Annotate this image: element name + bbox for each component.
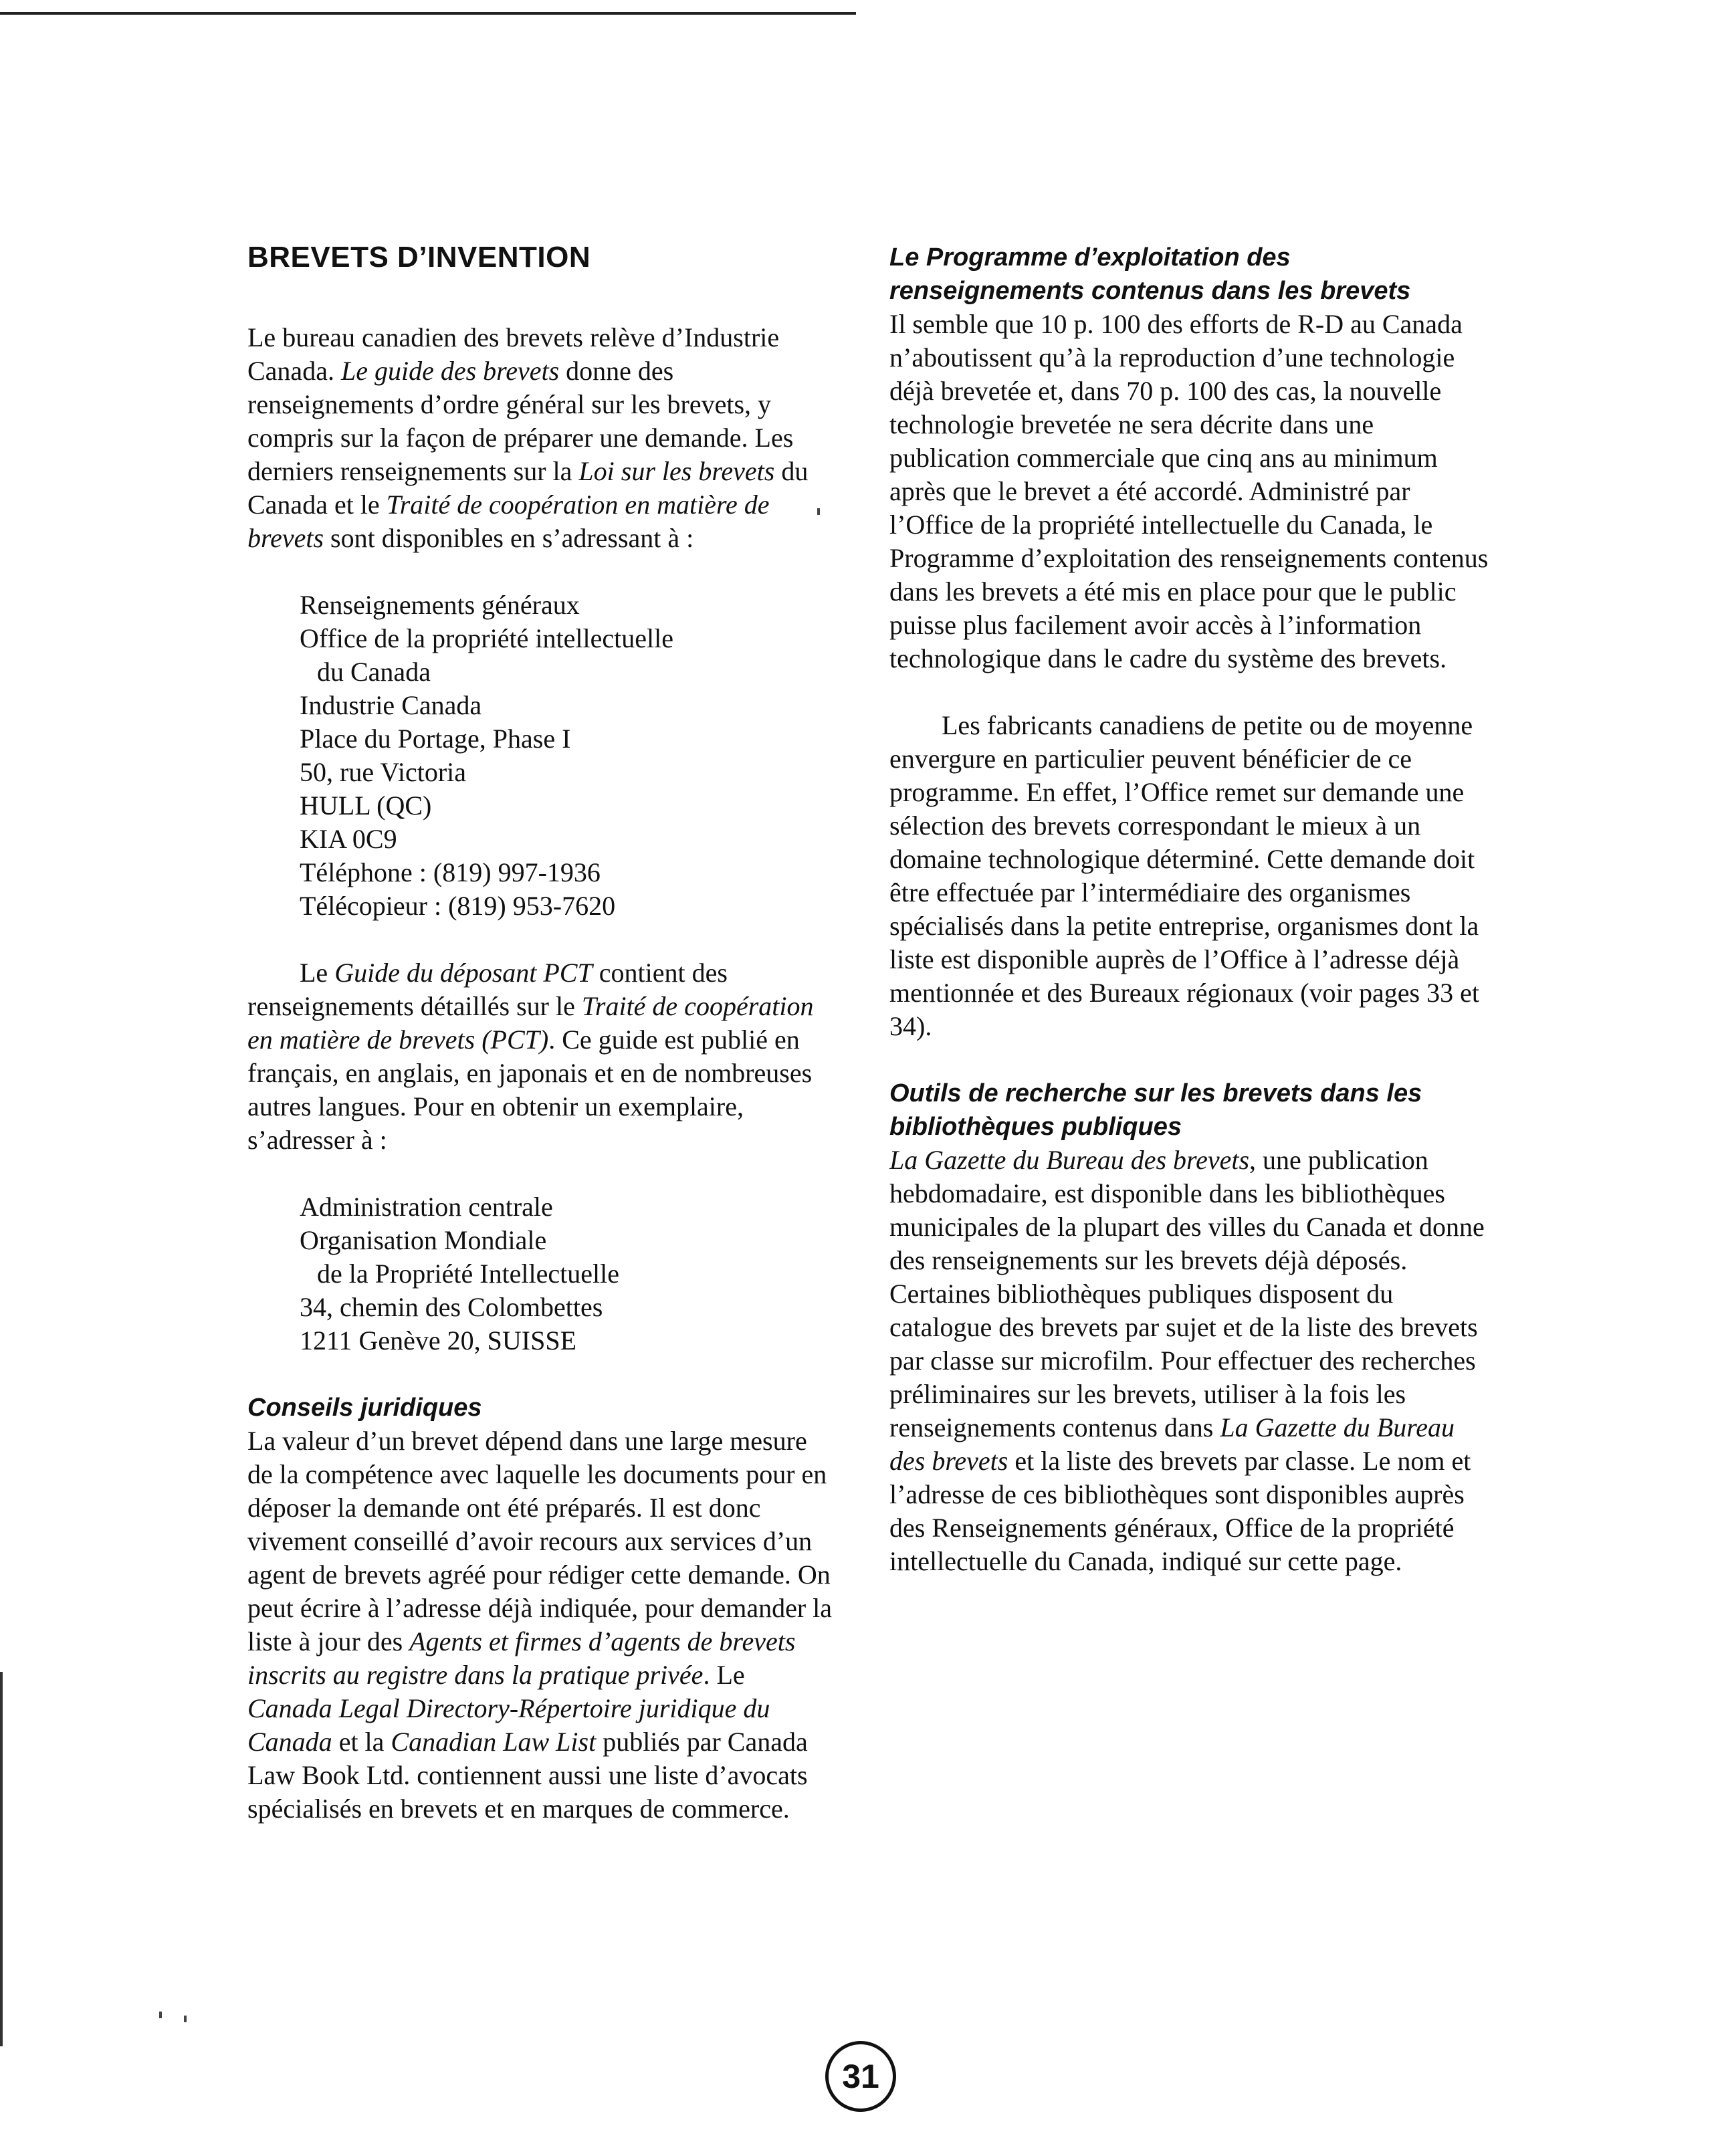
left-column [247,241,836,1826]
address-line: 1211 Genève 20, SUISSE [300,1325,577,1356]
italic-segment: Agents et firmes d’agents de brevets inscrits au registre dans la pratique privée [247,1626,796,1690]
program-heading: Le Programme d’exploitation des renseignements contenus dans les brevets [889,243,1411,305]
address-block-wipo [300,1190,836,1358]
page-title: BREVETS D’INVENTION [247,241,591,274]
intro-paragraph [247,321,836,555]
address-line: KIA 0C9 [300,824,397,854]
text-segment: sont disponibles en s’adressant à : [324,523,694,553]
address-line: HULL (QC) [300,790,432,821]
italic-segment: Loi sur les brevets [578,456,775,486]
italic-segment: Traité de coopération en matière de brevets [247,490,770,553]
text-segment: contient des renseignements détaillés sur le [247,958,728,1021]
tools-paragraph [889,1144,1491,1578]
italic-segment: Traité de coopération en matière de brevets (PCT) [247,991,814,1055]
legal-heading: Conseils juridiques [247,1394,482,1422]
italic-segment: Le guide des brevets [340,356,560,386]
text-segment: Le bureau canadien des brevets relève d’Industrie Canada. [247,322,780,386]
text-segment: et la [332,1727,391,1757]
italic-segment: Canadian Law List [391,1727,597,1757]
address-line: Office de la propriété intellectuelle [300,623,673,653]
program-paragraph-2 [889,709,1491,1043]
italic-segment: La Gazette du Bureau des brevets [889,1412,1455,1476]
scan-edge [0,1672,3,2046]
legal-paragraph [247,1424,836,1826]
italic-segment: Canada Legal Directory-Répertoire juridique du Canada [247,1693,770,1757]
address-line: Organisation Mondiale [300,1225,547,1255]
text-segment: Les fabricants canadiens de petite ou de moyenne envergure en particulier peuvent bénéficier de ce programme. En effet, l’Office remet sur demande une sélection des brevets correspondant le mieux à un domaine technologique déterminé. Cette demande doit être effectuée par l’intermédiaire des organismes spécialisés dans la petite entreprise, organismes dont la liste est disponible auprès de l’Office à l’adresse déjà mentionnée et des Bureaux régionaux (voir pages 33 et 34). [889,710,1479,1041]
address-line: Place du Portage, Phase I [300,724,571,754]
text-segment: Il semble que 10 p. 100 des efforts de R-D au Canada n’aboutissent qu’à la reproduction d’une technologie déjà brevetée et, dans 70 p. 100 des cas, la nouvelle technologie brevetée ne sera décrite dans une publication commerciale que cinq ans au minimum après que le brevet a été accordé. Administré par l’Office de la propriété intellectuelle du Canada, le Programme d’exploitation des renseignements contenus dans les brevets a été mis en place pour que le public puisse plus facilement avoir accès à l’information technologique dans le cadre du système des brevets. [889,309,1489,673]
tools-heading: Outils de recherche sur les brevets dans les bibliothèques publiques [889,1079,1422,1141]
scan-speck [159,2012,162,2018]
address-line: Industrie Canada [300,690,482,720]
text-segment: . Le [703,1660,745,1690]
address-line: de la Propriété Intellectuelle [317,1259,620,1289]
top-rule [0,12,856,15]
right-column [889,241,1491,1578]
program-paragraph-1 [889,308,1491,675]
address-line: du Canada [317,657,431,687]
text-segment: La valeur d’un brevet dépend dans une large mesure de la compétence avec laquelle les documents pour en déposer la demande ont été préparés. Il est donc vivement conseillé d’avoir recours aux services d’un agent de brevets agréé pour rédiger cette demande. On peut écrire à l’adresse déjà indiquée, pour demander la liste à jour des [247,1426,833,1656]
text-segment: donne des renseignements d’ordre général sur les brevets, y compris sur la façon de préparer une demande. Les derniers renseignements sur la [247,356,794,486]
italic-segment: Guide du déposant PCT [334,958,593,988]
scan-speck [817,508,820,515]
address-line: Administration centrale [300,1192,553,1222]
scan-speck [184,2016,187,2022]
page-number: 31 [825,2041,896,2112]
text-segment: et la liste des brevets par classe. Le nom et l’adresse de ces bibliothèques sont disponibles auprès des Renseignements généraux, Office de la propriété intellectuelle du Canada, indiqué sur cette page. [889,1446,1471,1576]
text-segment: publiés par Canada Law Book Ltd. contiennent aussi une liste d’avocats spécialisés en brevets et en marques de commerce. [247,1727,808,1824]
address-line: 50, rue Victoria [300,757,467,787]
pct-paragraph [247,956,836,1157]
address-line: Renseignements généraux [300,590,580,620]
text-segment: . Ce guide est publié en français, en anglais, en japonais et en de nombreuses autres langues. Pour en obtenir un exemplaire, s’adresser à : [247,1025,813,1155]
text-segment: , une publication hebdomadaire, est disponible dans les bibliothèques municipales de la plupart des villes du Canada et donne des renseignements sur les brevets déjà déposés. Certaines bibliothèques publiques disposent du catalogue des brevets par sujet et de la liste des brevets par classe sur microfilm. Pour effectuer des recherches préliminaires sur les brevets, utiliser à la fois les renseignements contenus dans [889,1145,1485,1442]
italic-segment: La Gazette du Bureau des brevets [889,1145,1250,1175]
address-block-cipo [300,588,836,923]
text-segment: du Canada et le [247,456,809,520]
address-line: 34, chemin des Colombettes [300,1292,603,1322]
address-line: Télécopieur : (819) 953-7620 [300,891,616,921]
address-line: Téléphone : (819) 997-1936 [300,857,601,887]
text-segment: Le [300,958,335,988]
